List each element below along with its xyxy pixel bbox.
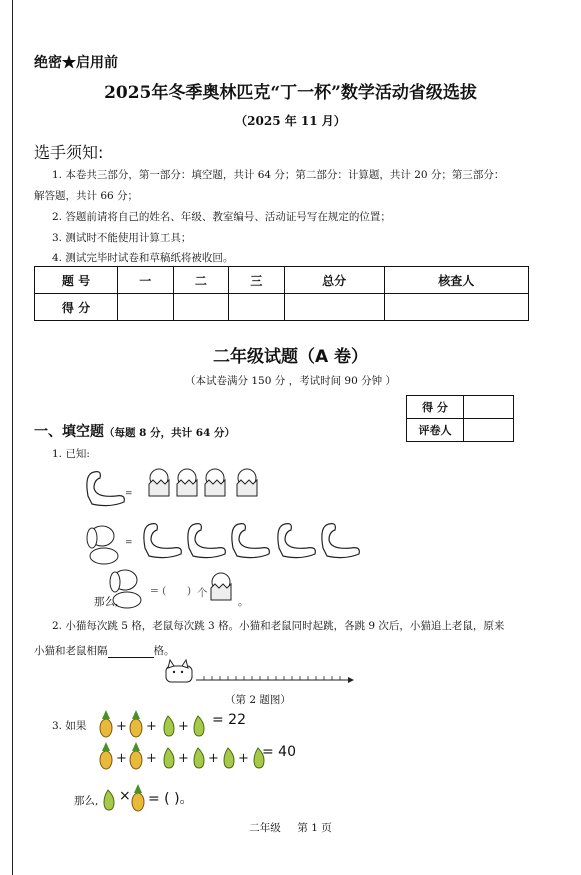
svg-text:+: + [238,751,249,766]
pineapple-icon [130,742,142,769]
pear-icon [194,716,204,736]
pear-icon [104,790,114,810]
rule-1: 1. 本卷共三部分，第一部分：填空题，共计 64 分；第二部分：计算题，共计 20 分；第三部分： [52,169,505,181]
chick-icon [237,469,257,496]
pear-icon [164,748,174,768]
grader-name-cell[interactable] [464,419,514,442]
q2-text-line2-b: 格。 [153,645,175,657]
swan-icon [278,524,315,558]
svg-text:+: + [146,719,157,734]
section-1-note: （每题 8 分，共计 64 分） [104,427,236,439]
score-cell[interactable] [173,294,229,321]
score-table-score-row [35,294,529,321]
score-table [34,266,529,321]
svg-text:+: + [178,719,189,734]
swan-icon [188,524,225,558]
score-header-cell: 核查人 [384,267,528,294]
svg-text:+: + [116,751,127,766]
q1-figure [75,460,375,620]
q3-eq2-result: = 40 [262,744,296,760]
pineapple-icon [100,742,112,769]
svg-text:+: + [116,719,127,734]
svg-text:=: = [125,489,133,499]
chick-icon [177,469,197,496]
svg-text:+: + [178,751,189,766]
score-header-cell: 题 号 [35,267,118,294]
score-cell[interactable] [229,294,285,321]
q1-period: 。 [238,596,249,608]
q1-lead: 1. 已知: [52,448,90,460]
q2-answer-blank[interactable] [108,646,154,658]
dog-icon [87,526,118,564]
score-header-cell: 三 [229,267,285,294]
pineapple-icon [100,710,112,737]
chick-icon [205,469,225,496]
q2-caption: （第 2 题图） [225,694,291,706]
q3-then: 那么, [74,795,99,807]
score-cell[interactable] [118,294,174,321]
q3-eq2-figure [96,740,286,772]
score-cell[interactable] [284,294,384,321]
q2-text-line1: 2. 小猫每次跳 5 格，老鼠每次跳 3 格。小猫和老鼠同时起跳，各跳 9 次后，小猫追上老鼠，原来 [52,620,505,632]
q1-equals: = ( [150,585,167,597]
swan-icon [144,524,181,558]
q3-eq1-result: = 22 [212,712,246,728]
paper-title: 二年级试题（A 卷） [212,347,369,367]
score-cell[interactable] [384,294,528,321]
score-header-cell: 二 [173,267,229,294]
footer-grade: 二年级 [249,822,281,834]
confidential-label: 绝密★启用前 [34,55,118,71]
exam-date: （2025 年 11 月） [235,114,346,128]
page-footer [0,820,581,835]
svg-text:=: = [125,538,133,548]
section-1-title: 一、填空题 [34,424,104,440]
exam-main-title: 2025年冬季奥林匹克“丁一杯”数学活动省级选拔 [104,83,477,103]
rule-2: 2. 答题前请将自己的姓名、年级、教室编号、活动证号写在规定的位置； [52,211,391,223]
score-header-cell: 总分 [284,267,384,294]
pineapple-icon [130,710,142,737]
q1-unit: 个 [197,587,208,599]
swan-icon [87,472,124,506]
paper-note: （本试卷满分 150 分 ，考试时间 90 分钟 ） [185,375,396,387]
section-1-heading [34,421,235,441]
q2-text-line2 [34,643,175,658]
rule-3: 3. 测试时不能使用计算工具； [52,232,192,244]
q2-figure [160,658,355,690]
svg-text:+: + [208,751,219,766]
q3-answer[interactable]: = ( )。 [148,791,194,807]
q1-close-paren: ) [187,585,192,597]
q3-lead: 3. 如果 [52,720,87,732]
footer-page: 第 1 页 [297,822,332,834]
pineapple-icon [132,784,144,811]
q2-text-line2-a: 小猫和老鼠相隔 [34,645,108,657]
pear-icon [164,716,174,736]
rule-4: 4. 测试完毕时试卷和草稿纸将被收回。 [52,252,234,264]
rule-1-cont: 解答题，共计 66 分； [34,190,139,202]
chick-icon [211,573,231,600]
swan-icon [322,524,359,558]
score-row-label: 得 分 [35,294,118,321]
cat-icon [166,660,192,682]
score-header-cell: 一 [118,267,174,294]
grader-score-cell[interactable] [464,396,514,419]
grader-name-label: 评卷人 [407,419,464,442]
q3-times: × [119,788,131,804]
pear-icon [194,748,204,768]
swan-icon [232,524,269,558]
svg-text:+: + [146,751,157,766]
q1-then: 那么, [94,596,119,608]
chick-icon [149,469,169,496]
pear-icon [224,748,234,768]
binding-margin-line [12,0,13,875]
score-table-header-row [35,267,529,294]
notice-heading: 选手须知: [34,143,104,162]
grader-score-label: 得 分 [407,396,464,419]
grader-box [406,395,514,442]
